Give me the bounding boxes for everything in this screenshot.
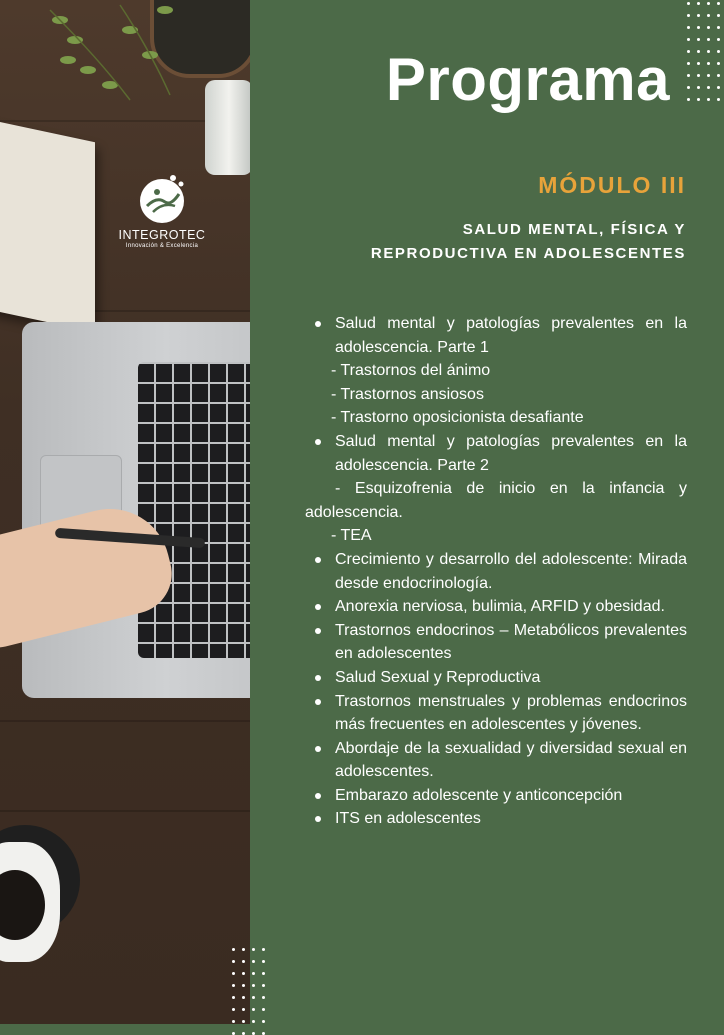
subtopic-item: - Trastornos ansiosos <box>331 385 484 403</box>
topic-item: Abordaje de la sexualidad y diversidad sexual en adolescentes. <box>305 737 687 784</box>
decorative-dots-top <box>687 2 720 101</box>
plant-leaves-icon <box>40 0 210 110</box>
module-label: MÓDULO III <box>538 172 686 198</box>
topic-item: Crecimiento y desarrollo del adolescente: Mirada desde endocrinología. <box>305 548 687 595</box>
subtopic-item: - TEA <box>331 527 372 545</box>
topic-item: Salud mental y patologías prevalentes en la adolescencia. Parte 1 <box>305 312 687 359</box>
subtopic-item: - Trastorno oposicionista desafiante <box>331 409 584 427</box>
laptop-keyboard <box>138 362 250 658</box>
subtopic-item: - Esquizofrenia de inicio en la infancia y adolescencia. <box>305 480 687 521</box>
page-title: Programa <box>385 46 670 113</box>
subtitle-line: REPRODUCTIVA EN ADOLESCENTES <box>370 245 686 262</box>
topic-item: Embarazo adolescente y anticoncepción <box>305 784 687 808</box>
module-subtitle <box>266 218 686 266</box>
topic-item: Trastornos endocrinos – Metabólicos prevalentes en adolescentes <box>305 619 687 666</box>
topics-list <box>305 312 687 831</box>
integrotec-logo <box>112 172 212 249</box>
topic-item: Salud mental y patologías prevalentes en la adolescencia. Parte 2 <box>305 430 687 477</box>
open-book <box>0 118 95 332</box>
topic-item: Anorexia nerviosa, bulimia, ARFID y obesidad. <box>305 595 687 619</box>
topic-item: Trastornos menstruales y problemas endocrinos más frecuentes en adolescentes y jóvenes. <box>305 690 687 737</box>
candle-jar <box>205 80 250 175</box>
subtopic-item: - Trastornos del ánimo <box>331 362 491 380</box>
decorative-dots-bottom <box>232 948 265 1035</box>
topic-item: ITS en adolescentes <box>305 807 687 831</box>
subtitle-line: SALUD MENTAL, FÍSICA Y <box>462 221 686 238</box>
topic-item: Salud Sexual y Reproductiva <box>305 666 687 690</box>
desk-photo <box>0 0 250 1024</box>
logo-name: INTEGROTEC <box>118 228 206 242</box>
integrotec-logo-icon <box>135 172 189 226</box>
logo-tagline: Innovación & Excelencia <box>125 243 199 249</box>
wood-grain <box>0 720 250 722</box>
wood-grain <box>0 810 250 812</box>
